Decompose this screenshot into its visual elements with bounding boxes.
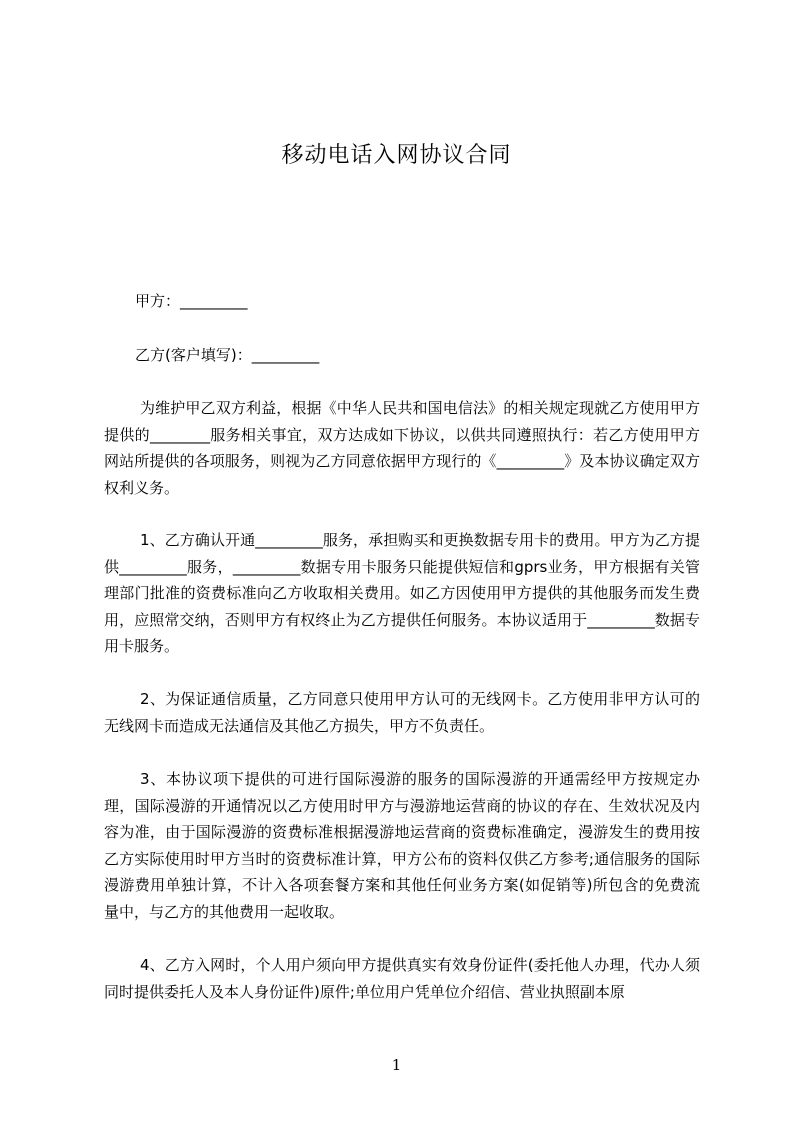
- party-a-field: 甲方：_________: [135, 292, 248, 310]
- party-b-field: 乙方(客户填写)：_________: [135, 346, 320, 364]
- page-number: 1: [391, 1056, 402, 1074]
- clause-4-paragraph: 4、乙方入网时，个人用户须向甲方提供真实有效身份证件(委托他人办理，代办人须同时提供委托人及本人身份证件)原件;单位用户凭单位介绍信、营业执照副本原: [104, 956, 700, 1001]
- clause-3-paragraph: 3、本协议项下提供的可进行国际漫游的服务的国际漫游的开通需经甲方按规定办理，国际漫游的开通情况以乙方使用时甲方与漫游地运营商的协议的存在、生效状况及内容为准，由于国际漫游的资费标准根据漫游地运营商的资费标准确定，漫游发生的费用按乙方实际使用时甲方当时的资费标准计算，甲方公布的资料仅供乙方参考;通信服务的国际漫游费用单独计算，不计入各项套餐方案和其他任何业务方案(如促销等)所包含的免费流量中，与乙方的其他费用一起收取。: [104, 770, 700, 921]
- clause-2-paragraph: 2、为保证通信质量，乙方同意只使用甲方认可的无线网卡。乙方使用非甲方认可的无线网卡而造成无法通信及其他乙方损失，甲方不负责任。: [104, 690, 700, 735]
- preamble-paragraph: 为维护甲乙双方利益，根据《中华人民共和国电信法》的相关规定现就乙方使用甲方提供的________服务相关事宜，双方达成如下协议，以供共同遵照执行：若乙方使用甲方网站所提供的各项服务，则视为乙方同意依据甲方现行的《_________》及本协议确定双方权利义务。: [104, 399, 700, 497]
- document-title: 移动电话入网协议合同: [281, 143, 512, 168]
- clause-1-paragraph: 1、乙方确认开通_________服务，承担购买和更换数据专用卡的费用。甲方为乙方提供_________服务，_________数据专用卡服务只能提供短信和gprs业务，甲方根据有关管理部门批准的资费标准向乙方收取相关费用。如乙方因使用甲方提供的其他服务而发生费用，应照常交纳，否则甲方有权终止为乙方提供任何服务。本协议适用于_________数据专用卡服务。: [104, 531, 700, 655]
